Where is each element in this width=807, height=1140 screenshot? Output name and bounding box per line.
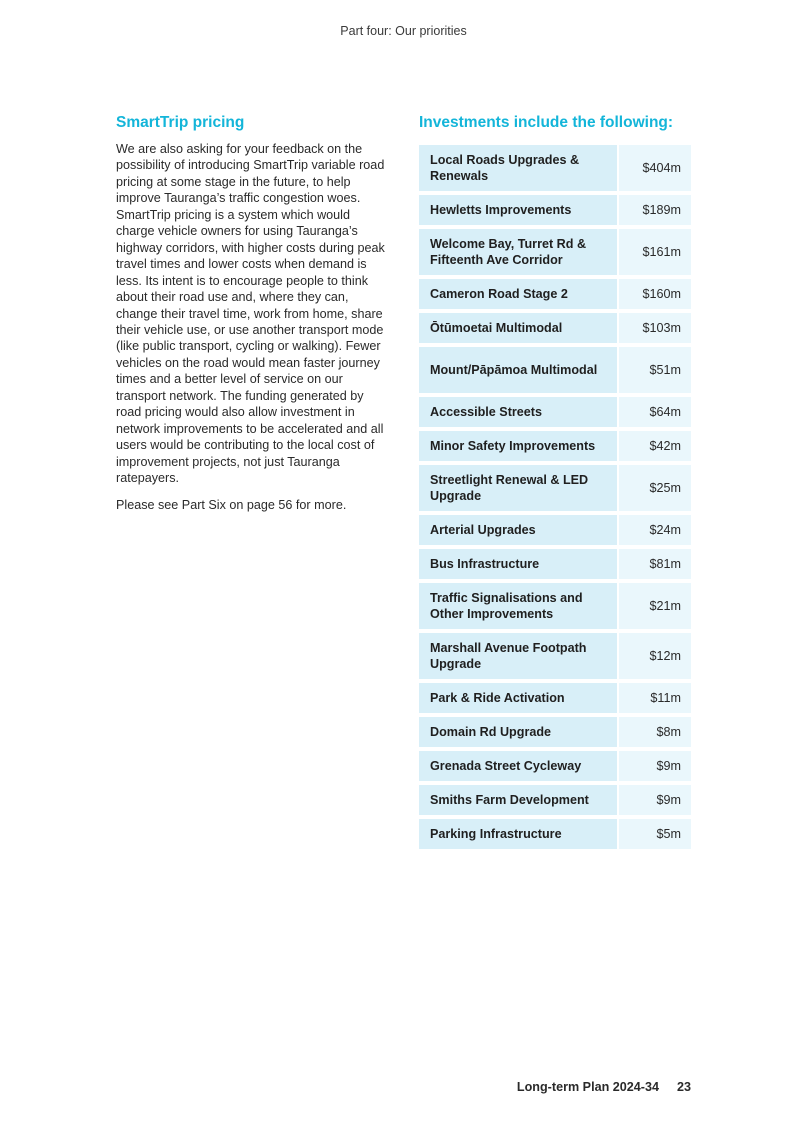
- smarttrip-paragraph: We are also asking for your feedback on the possibility of introducing SmartTrip variable road pricing at some stage in the future, to help improve Tauranga’s traffic congestion woes. SmartTrip pricing is a system which would charge vehicle owners for using Tauranga’s highway corridors, with higher costs during peak travel times and lower costs when demand is less. Its intent is to encourage people to think about their road use and, where they can, change their travel time, work from home, share their vehicle use, or use another transport mode (like public transport, cycling or walking). Fewer vehicles on the road would mean faster journey times and a better level of service on our transport network. The funding generated by road pricing would also allow investment in network improvements to be accelerated and all users would be contributing to the local cost of improvement projects, not just Tauranga ratepayers.: [116, 142, 385, 486]
- table-row: [419, 581, 691, 631]
- project-amount: $8m: [619, 715, 691, 749]
- project-name: Accessible Streets: [419, 395, 619, 429]
- table-row: [419, 429, 691, 463]
- table-row: [419, 395, 691, 429]
- project-name: Cameron Road Stage 2: [419, 277, 619, 311]
- table-row: [419, 817, 691, 851]
- project-amount: $9m: [619, 783, 691, 817]
- project-amount: $42m: [619, 429, 691, 463]
- table-row: [419, 547, 691, 581]
- project-amount: $21m: [619, 581, 691, 631]
- table-row: [419, 749, 691, 783]
- project-amount: $160m: [619, 277, 691, 311]
- table-row: [419, 631, 691, 681]
- project-amount: $51m: [619, 345, 691, 395]
- table-row: [419, 143, 691, 193]
- project-name: Grenada Street Cycleway: [419, 749, 619, 783]
- smarttrip-section: [116, 114, 391, 513]
- table-row: [419, 513, 691, 547]
- smarttrip-see-more: Please see Part Six on page 56 for more.: [116, 497, 347, 512]
- smarttrip-heading: SmartTrip pricing: [116, 114, 245, 131]
- project-amount: $161m: [619, 227, 691, 277]
- project-name: Bus Infrastructure: [419, 547, 619, 581]
- project-name: Minor Safety Improvements: [419, 429, 619, 463]
- project-amount: $404m: [619, 143, 691, 193]
- project-name: Local Roads Upgrades & Renewals: [419, 143, 619, 193]
- investments-heading: Investments include the following:: [419, 114, 674, 131]
- project-amount: $9m: [619, 749, 691, 783]
- project-name: Mount/Pāpāmoa Multimodal: [419, 345, 619, 395]
- project-amount: $64m: [619, 395, 691, 429]
- project-amount: $11m: [619, 681, 691, 715]
- table-row: [419, 277, 691, 311]
- project-name: Parking Infrastructure: [419, 817, 619, 851]
- project-name: Smiths Farm Development: [419, 783, 619, 817]
- project-name: Hewletts Improvements: [419, 193, 619, 227]
- table-row: [419, 463, 691, 513]
- project-amount: $25m: [619, 463, 691, 513]
- page-number: 23: [676, 1080, 691, 1094]
- project-name: Arterial Upgrades: [419, 513, 619, 547]
- project-name: Streetlight Renewal & LED Upgrade: [419, 463, 619, 513]
- project-amount: $81m: [619, 547, 691, 581]
- project-amount: $189m: [619, 193, 691, 227]
- table-row: [419, 193, 691, 227]
- investments-table: [419, 143, 691, 851]
- project-name: Welcome Bay, Turret Rd & Fifteenth Ave Corridor: [419, 227, 619, 277]
- project-name: Marshall Avenue Footpath Upgrade: [419, 631, 619, 681]
- table-row: [419, 681, 691, 715]
- table-row: [419, 345, 691, 395]
- project-amount: $5m: [619, 817, 691, 851]
- project-amount: $103m: [619, 311, 691, 345]
- project-name: Domain Rd Upgrade: [419, 715, 619, 749]
- table-row: [419, 715, 691, 749]
- running-header: Part four: Our priorities: [340, 24, 467, 38]
- table-row: [419, 311, 691, 345]
- project-name: Ōtūmoetai Multimodal: [419, 311, 619, 345]
- page-footer: [517, 1080, 691, 1094]
- table-row: [419, 227, 691, 277]
- project-amount: $12m: [619, 631, 691, 681]
- table-row: [419, 783, 691, 817]
- investments-section: [419, 114, 691, 851]
- project-name: Park & Ride Activation: [419, 681, 619, 715]
- footer-document-title: Long-term Plan 2024-34: [516, 1080, 659, 1094]
- project-name: Traffic Signalisations and Other Improvements: [419, 581, 619, 631]
- project-amount: $24m: [619, 513, 691, 547]
